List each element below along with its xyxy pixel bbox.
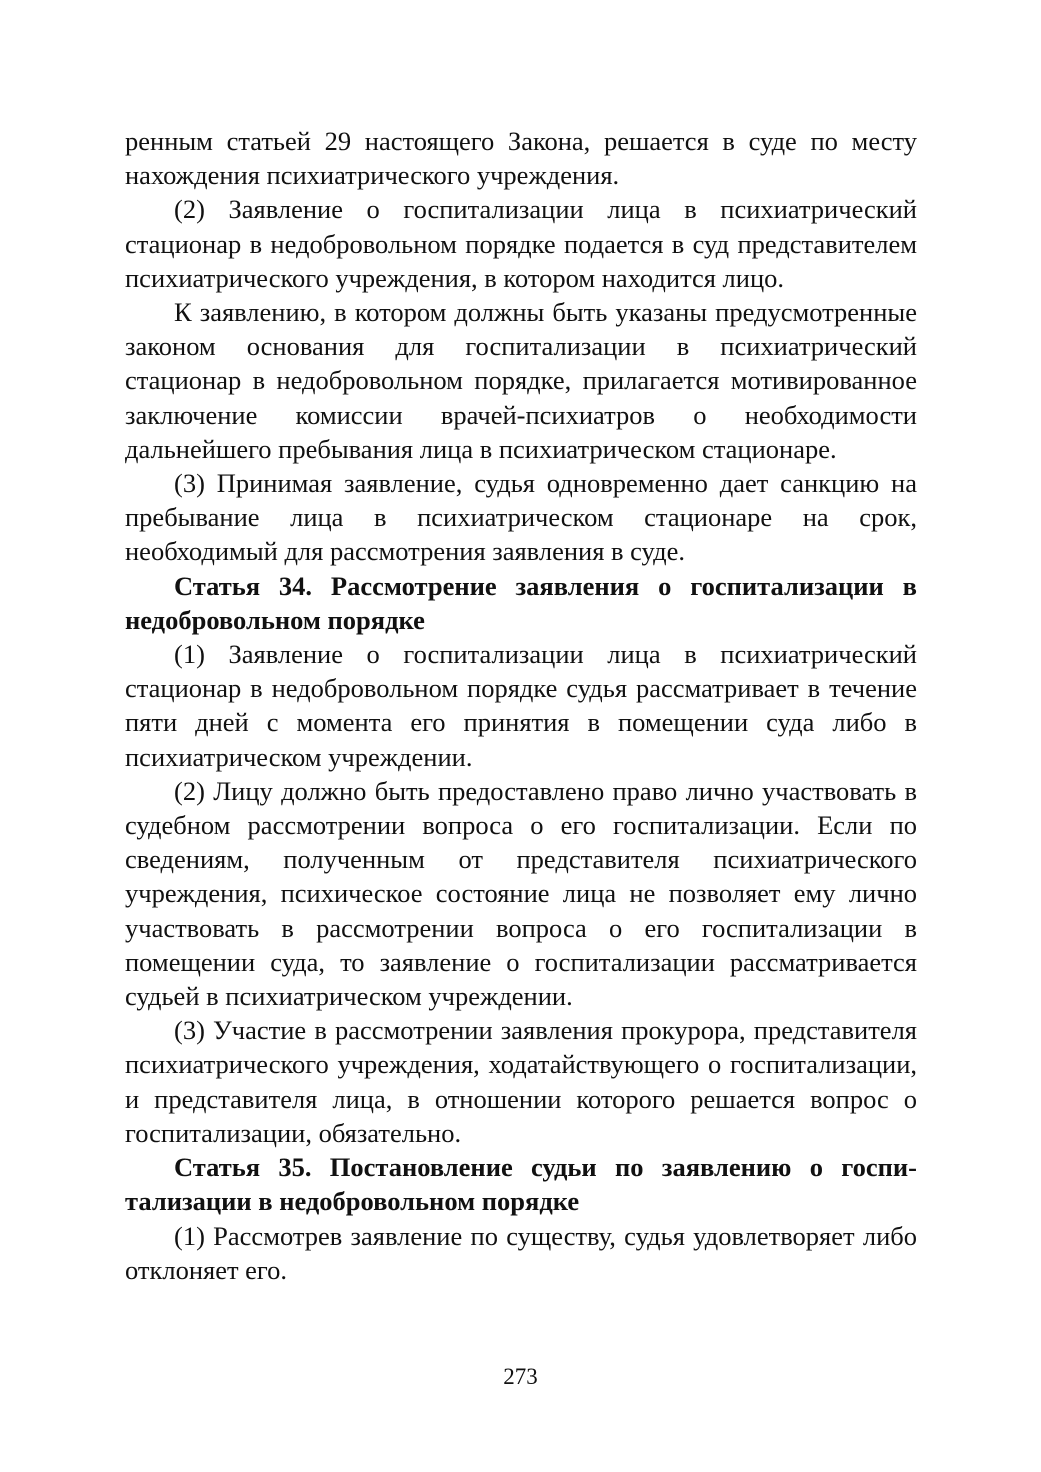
article-35-heading: Статья 35. Постановление судьи по заявлению о госпитализации в недобровольном порядке bbox=[125, 1152, 917, 1217]
paragraph-continuation: ренным статьей 29 настоящего Закона, решается в суде по месту нахождения психиатрического учреждения. bbox=[125, 126, 917, 191]
paragraph-attachment: К заявлению, в котором должны быть указаны предусмотренные законом основания для госпитализации в психиатрический стационар в недобровольном порядке, прилагается мотивированное заключение комиссии врачей-психиатров о необходимости дальнейшего пребывания лица в психиатрическом стационаре. bbox=[125, 297, 917, 464]
page-number: 273 bbox=[503, 1364, 538, 1389]
article-34-item-3: (3) Участие в рассмотрении заявления прокурора, представителя психиатрического учреждения, ходатайствующего о госпитализации, и представителя лица, в отношении которого решается вопрос о госпитализации, обязательно. bbox=[125, 1015, 917, 1148]
document-body bbox=[125, 124, 917, 1287]
article-34-item-2: (2) Лицу должно быть предоставлено право лично участвовать в судебном рассмотрении вопроса о его госпитализации. Если по сведениям, полученным от представителя психиатрического учреждения, психическое состояние лица не позволяет ему лично участвовать в рассмотрении вопроса о его госпитализации в помещении суда, то заявление о госпитализации рассматривается судьей в психиатрическом учреждении. bbox=[125, 775, 917, 1012]
paragraph-item-3: (3) Принимая заявление, судья одновременно дает санкцию на пребывание лица в психиатрическом стационаре на срок, необходимый для рассмотрения заявления в суде. bbox=[125, 468, 917, 567]
article-34-heading: Статья 34. Рассмотрение заявления о госпитализации в недобровольном порядке bbox=[125, 570, 917, 635]
article-34-item-1: (1) Заявление о госпитализации лица в психиатрический стационар в недобровольном порядке судья рассматривает в течение пяти дней с момента его принятия в помещении суда либо в психиатрическом учреждении. bbox=[125, 639, 917, 772]
article-35-item-1: (1) Рассмотрев заявление по существу, судья удовлетворяет либо отклоняет его. bbox=[125, 1220, 917, 1285]
paragraph-item-2: (2) Заявление о госпитализации лица в психиатрический стационар в недобровольном порядке подается в суд представителем психиатрического учреждения, в котором находится лицо. bbox=[125, 194, 917, 293]
